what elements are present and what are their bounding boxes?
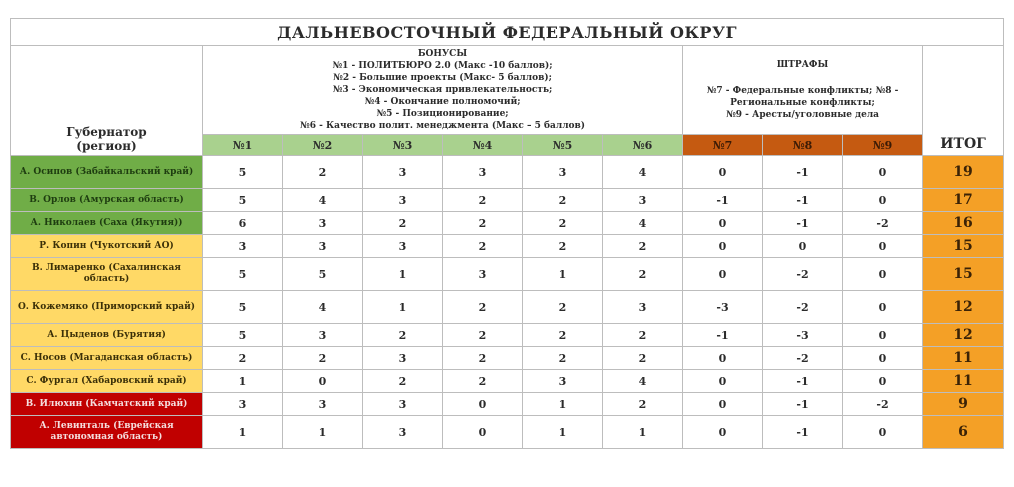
score-cell: 3 (363, 189, 443, 212)
score-cell: 0 (443, 393, 523, 416)
fine-cell: -2 (763, 347, 843, 370)
score-cell: 4 (603, 370, 683, 393)
governor-cell: В. Илюхин (Камчатский край) (11, 393, 203, 416)
table-row (11, 324, 1004, 347)
score-cell: 5 (203, 324, 283, 347)
score-cell: 1 (363, 258, 443, 291)
score-cell: 0 (283, 370, 363, 393)
score-cell: 3 (283, 212, 363, 235)
governor-cell: В. Лимаренко (Сахалинская область) (11, 258, 203, 291)
fines-header (683, 46, 923, 135)
total-cell: 16 (923, 212, 1004, 235)
score-cell: 2 (443, 370, 523, 393)
table-row (11, 189, 1004, 212)
score-cell: 3 (363, 235, 443, 258)
score-cell: 1 (203, 370, 283, 393)
score-cell: 4 (283, 291, 363, 324)
score-cell: 2 (203, 347, 283, 370)
fine-cell: 0 (683, 235, 763, 258)
fines-header-title: ШТРАФЫ (776, 60, 829, 70)
column-header-4: №4 (443, 135, 523, 156)
score-cell: 2 (523, 347, 603, 370)
score-cell: 2 (523, 212, 603, 235)
score-cell: 0 (443, 416, 523, 449)
total-cell: 12 (923, 291, 1004, 324)
column-header-3: №3 (363, 135, 443, 156)
bonus-header-line: №4 - Окончание полномочий; (364, 97, 521, 107)
fine-cell: 0 (843, 324, 923, 347)
governor-cell: А. Николаев (Саха (Якутия)) (11, 212, 203, 235)
fine-cell: -2 (763, 291, 843, 324)
score-cell: 5 (203, 291, 283, 324)
score-cell: 3 (443, 258, 523, 291)
governor-cell: В. Орлов (Амурская область) (11, 189, 203, 212)
score-cell: 2 (283, 347, 363, 370)
fine-cell: 0 (843, 258, 923, 291)
fine-cell: 0 (843, 291, 923, 324)
total-cell: 6 (923, 416, 1004, 449)
table-row (11, 235, 1004, 258)
total-cell: 17 (923, 189, 1004, 212)
fine-cell: -1 (763, 189, 843, 212)
fine-cell: -1 (763, 212, 843, 235)
table-row (11, 258, 1004, 291)
governor-cell: А. Левинталь (Еврейская автономная область) (11, 416, 203, 449)
score-cell: 6 (203, 212, 283, 235)
bonus-header-line: №6 - Качество полит. менеджмента (Макс – 5 баллов) (299, 121, 586, 131)
bonus-header-line: БОНУСЫ (417, 49, 468, 59)
score-cell: 1 (523, 393, 603, 416)
total-cell: 11 (923, 347, 1004, 370)
column-header-5: №5 (523, 135, 603, 156)
column-header-2: №2 (283, 135, 363, 156)
total-cell: 19 (923, 156, 1004, 189)
rating-table-container (10, 18, 1003, 449)
bonus-header-line: №3 - Экономическая привлекательность; (332, 85, 553, 95)
fine-cell: -3 (683, 291, 763, 324)
score-cell: 2 (443, 235, 523, 258)
governor-cell: О. Кожемяко (Приморский край) (11, 291, 203, 324)
governor-header-line: Губернатор (66, 125, 147, 139)
fine-cell: 0 (843, 189, 923, 212)
score-cell: 1 (283, 416, 363, 449)
fines-header-line: №7 - Федеральные конфликты; №8 - (706, 86, 899, 96)
table-row (11, 212, 1004, 235)
bonus-header (203, 46, 683, 135)
score-cell: 3 (523, 156, 603, 189)
bonus-header-line: №2 - Большие проекты (Макс- 5 баллов); (333, 73, 552, 83)
governor-cell: А. Цыденов (Бурятия) (11, 324, 203, 347)
governor-cell: А. Осипов (Забайкальский край) (11, 156, 203, 189)
total-cell: 15 (923, 235, 1004, 258)
fine-cell: -1 (763, 370, 843, 393)
total-column-header: ИТОГ (923, 46, 1004, 156)
fine-cell: 0 (843, 347, 923, 370)
score-cell: 3 (283, 235, 363, 258)
score-cell: 5 (203, 156, 283, 189)
score-cell: 3 (203, 235, 283, 258)
score-cell: 2 (523, 324, 603, 347)
fine-cell: 0 (683, 156, 763, 189)
fine-cell: -1 (763, 416, 843, 449)
governor-header-line: (регион) (76, 139, 137, 153)
total-cell: 11 (923, 370, 1004, 393)
score-cell: 5 (203, 258, 283, 291)
fine-cell: -1 (683, 324, 763, 347)
fine-cell: 0 (843, 370, 923, 393)
score-cell: 2 (603, 258, 683, 291)
score-cell: 3 (363, 393, 443, 416)
score-cell: 2 (523, 189, 603, 212)
table-row (11, 416, 1004, 449)
score-cell: 3 (283, 324, 363, 347)
score-cell: 2 (363, 324, 443, 347)
total-cell: 9 (923, 393, 1004, 416)
score-cell: 1 (523, 416, 603, 449)
score-cell: 2 (523, 235, 603, 258)
table-row (11, 156, 1004, 189)
table-title: ДАЛЬНЕВОСТОЧНЫЙ ФЕДЕРАЛЬНЫЙ ОКРУГ (11, 19, 1004, 46)
table-row (11, 291, 1004, 324)
governor-column-header (11, 46, 203, 156)
score-cell: 3 (203, 393, 283, 416)
total-cell: 12 (923, 324, 1004, 347)
score-cell: 4 (603, 156, 683, 189)
fine-cell: 0 (683, 347, 763, 370)
column-header-9: №9 (843, 135, 923, 156)
score-cell: 2 (283, 156, 363, 189)
fine-cell: -1 (763, 156, 843, 189)
fine-cell: 0 (843, 156, 923, 189)
table-row (11, 370, 1004, 393)
fine-cell: -2 (843, 212, 923, 235)
column-header-8: №8 (763, 135, 843, 156)
fine-cell: -1 (683, 189, 763, 212)
score-cell: 3 (363, 416, 443, 449)
score-cell: 5 (283, 258, 363, 291)
score-cell: 4 (603, 212, 683, 235)
score-cell: 3 (283, 393, 363, 416)
score-cell: 2 (603, 324, 683, 347)
score-cell: 2 (443, 212, 523, 235)
fine-cell: 0 (843, 416, 923, 449)
column-header-6: №6 (603, 135, 683, 156)
score-cell: 2 (603, 235, 683, 258)
score-cell: 2 (363, 370, 443, 393)
table-row (11, 347, 1004, 370)
score-cell: 2 (363, 212, 443, 235)
score-cell: 2 (443, 189, 523, 212)
score-cell: 1 (363, 291, 443, 324)
score-cell: 2 (523, 291, 603, 324)
governor-cell: Р. Копин (Чукотский АО) (11, 235, 203, 258)
table-row (11, 393, 1004, 416)
score-cell: 3 (363, 156, 443, 189)
score-cell: 5 (203, 189, 283, 212)
score-cell: 1 (523, 258, 603, 291)
fine-cell: -2 (763, 258, 843, 291)
fine-cell: 0 (683, 370, 763, 393)
score-cell: 3 (363, 347, 443, 370)
fine-cell: 0 (763, 235, 843, 258)
score-cell: 2 (443, 291, 523, 324)
column-header-1: №1 (203, 135, 283, 156)
score-cell: 2 (443, 324, 523, 347)
fines-header-line: Региональные конфликты; (730, 98, 875, 108)
bonus-header-line: №5 - Позиционирование; (376, 109, 509, 119)
fine-cell: 0 (683, 212, 763, 235)
fine-cell: -2 (843, 393, 923, 416)
fine-cell: -3 (763, 324, 843, 347)
score-cell: 3 (443, 156, 523, 189)
score-cell: 2 (443, 347, 523, 370)
governor-cell: С. Носов (Магаданская область) (11, 347, 203, 370)
score-cell: 3 (603, 291, 683, 324)
total-cell: 15 (923, 258, 1004, 291)
score-cell: 3 (603, 189, 683, 212)
fine-cell: -1 (763, 393, 843, 416)
fine-cell: 0 (843, 235, 923, 258)
fine-cell: 0 (683, 258, 763, 291)
score-cell: 3 (523, 370, 603, 393)
score-cell: 2 (603, 347, 683, 370)
column-header-7: №7 (683, 135, 763, 156)
rating-table (10, 18, 1004, 449)
score-cell: 2 (603, 393, 683, 416)
bonus-header-line: №1 - ПОЛИТБЮРО 2.0 (Макс -10 баллов); (332, 61, 553, 71)
fines-header-line: №9 - Аресты/уголовные дела (725, 110, 879, 120)
fine-cell: 0 (683, 393, 763, 416)
score-cell: 4 (283, 189, 363, 212)
score-cell: 1 (203, 416, 283, 449)
governor-cell: С. Фургал (Хабаровский край) (11, 370, 203, 393)
score-cell: 1 (603, 416, 683, 449)
fine-cell: 0 (683, 416, 763, 449)
